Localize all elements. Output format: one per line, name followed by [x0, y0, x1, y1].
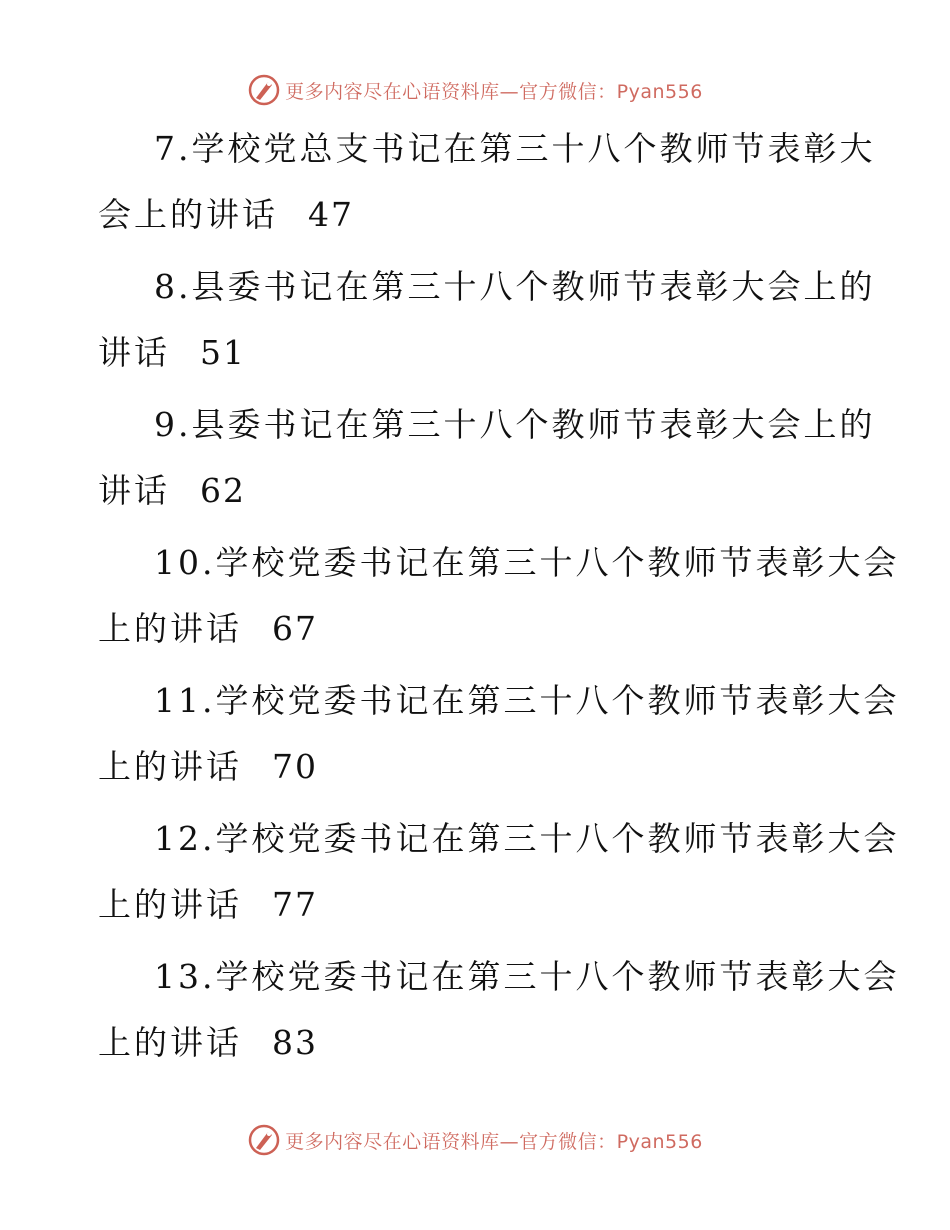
pen-logo-icon: [247, 1123, 281, 1157]
pen-logo-icon: [247, 73, 281, 107]
footer-text: 更多内容尽在心语资料库—官方微信：Pyan556: [285, 1130, 703, 1153]
toc-entry-title-tail: 讲话: [98, 333, 170, 372]
toc-entry[interactable]: [98, 392, 876, 524]
toc-page-number: 62: [200, 471, 246, 510]
toc-entry[interactable]: [98, 806, 900, 938]
toc-entry-title: 12.学校党委书记在第三十八个教师节表彰大会: [154, 819, 900, 858]
toc-entry-title-cont: [98, 458, 858, 524]
toc-entry-title-cont: [98, 734, 858, 800]
toc-entry-title-tail: 讲话: [98, 471, 170, 510]
toc-page-number: 83: [272, 1023, 318, 1062]
toc-entry[interactable]: [98, 668, 900, 800]
toc-entry-title: 9.县委书记在第三十八个教师节表彰大会上的: [154, 405, 876, 444]
toc-entry-title-cont: [98, 596, 858, 662]
toc-entry-title: 11.学校党委书记在第三十八个教师节表彰大会: [154, 681, 900, 720]
table-of-contents: [98, 116, 900, 1082]
toc-entry-title-cont: [98, 1010, 858, 1076]
toc-entry-title-cont: [98, 320, 858, 386]
footer-banner: [0, 1120, 950, 1160]
header-banner: [0, 70, 950, 110]
toc-page-number: 70: [272, 747, 318, 786]
toc-page-number: 77: [272, 885, 318, 924]
toc-entry[interactable]: [98, 254, 876, 386]
toc-entry-title-tail: 上的讲话: [98, 1023, 242, 1062]
toc-entry[interactable]: [98, 530, 900, 662]
toc-page-number: 51: [200, 333, 246, 372]
toc-entry-title-cont: [98, 872, 858, 938]
toc-entry-title-tail: 上的讲话: [98, 885, 242, 924]
toc-entry-title-cont: [98, 182, 858, 248]
toc-page-number: 67: [272, 609, 318, 648]
toc-entry-title: 10.学校党委书记在第三十八个教师节表彰大会: [154, 543, 900, 582]
header-text: 更多内容尽在心语资料库—官方微信：Pyan556: [285, 80, 703, 103]
toc-entry-title-tail: 上的讲话: [98, 609, 242, 648]
toc-entry-title: 8.县委书记在第三十八个教师节表彰大会上的: [154, 267, 876, 306]
toc-page-number: 47: [308, 195, 354, 234]
toc-entry[interactable]: [98, 944, 900, 1076]
toc-entry[interactable]: [98, 116, 876, 248]
toc-entry-title-tail: 会上的讲话: [98, 195, 278, 234]
toc-entry-title: 13.学校党委书记在第三十八个教师节表彰大会: [154, 957, 900, 996]
toc-entry-title-tail: 上的讲话: [98, 747, 242, 786]
toc-entry-title: 7.学校党总支书记在第三十八个教师节表彰大: [154, 129, 876, 168]
